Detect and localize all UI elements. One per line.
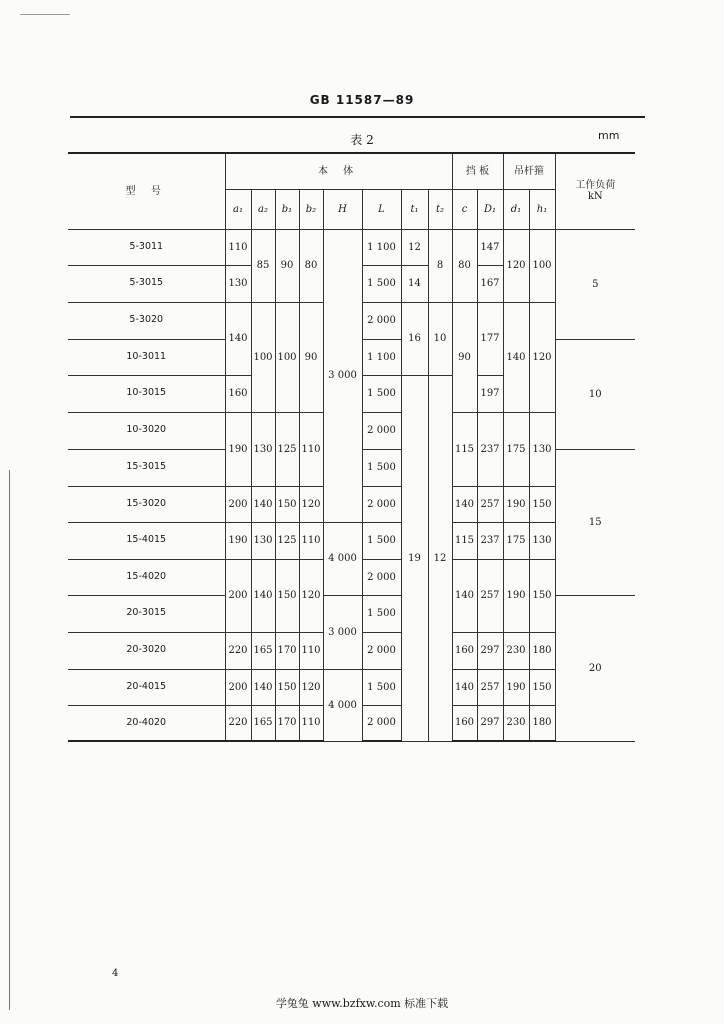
header-h1: h₁ xyxy=(529,189,555,229)
load-cell: 20 xyxy=(555,595,635,741)
model-cell: 5-3020 xyxy=(68,302,225,339)
H-cell: 3 000 xyxy=(323,595,362,669)
D1-cell: 197 xyxy=(477,375,503,412)
model-cell: 20-3015 xyxy=(68,595,225,632)
h1-cell: 150 xyxy=(529,559,555,632)
d1-cell: 190 xyxy=(503,669,529,705)
model-cell: 10-3020 xyxy=(68,412,225,449)
a1-cell: 220 xyxy=(225,632,251,669)
D1-cell: 297 xyxy=(477,705,503,741)
b2-cell: 120 xyxy=(299,486,323,522)
a2-cell: 140 xyxy=(251,669,275,705)
L-cell: 1 500 xyxy=(362,265,401,302)
L-cell: 1 500 xyxy=(362,522,401,559)
a1-cell: 190 xyxy=(225,522,251,559)
c-cell: 115 xyxy=(452,412,477,486)
header-D1: D₁ xyxy=(477,189,503,229)
D1-cell: 297 xyxy=(477,632,503,669)
b2-cell: 110 xyxy=(299,705,323,741)
D1-cell: 257 xyxy=(477,486,503,522)
a2-cell: 85 xyxy=(251,229,275,302)
c-cell: 140 xyxy=(452,669,477,705)
model-cell: 5-3015 xyxy=(68,265,225,302)
h1-cell: 120 xyxy=(529,302,555,412)
a1-cell: 190 xyxy=(225,412,251,486)
D1-cell: 237 xyxy=(477,412,503,486)
L-cell: 2 000 xyxy=(362,705,401,741)
model-cell: 15-3015 xyxy=(68,449,225,486)
a1-cell: 200 xyxy=(225,669,251,705)
d1-cell: 230 xyxy=(503,705,529,741)
b1-cell: 170 xyxy=(275,632,299,669)
load-cell: 10 xyxy=(555,339,635,449)
header-c: c xyxy=(452,189,477,229)
model-cell: 15-3020 xyxy=(68,486,225,522)
header-a2: a₂ xyxy=(251,189,275,229)
scan-mark xyxy=(20,14,70,15)
D1-cell: 257 xyxy=(477,559,503,632)
L-cell: 1 500 xyxy=(362,595,401,632)
b2-cell: 110 xyxy=(299,412,323,486)
b1-cell: 150 xyxy=(275,486,299,522)
header-d1: d₁ xyxy=(503,189,529,229)
D1-cell: 257 xyxy=(477,669,503,705)
table-caption: 表 2 xyxy=(350,133,374,147)
D1-cell: 237 xyxy=(477,522,503,559)
header-b1: b₁ xyxy=(275,189,299,229)
a2-cell: 130 xyxy=(251,412,275,486)
unit-label: mm xyxy=(598,129,620,142)
model-cell: 20-4015 xyxy=(68,669,225,705)
c-cell: 90 xyxy=(452,302,477,412)
a1-cell: 130 xyxy=(225,265,251,302)
L-cell: 1 500 xyxy=(362,449,401,486)
L-cell: 1 500 xyxy=(362,669,401,705)
footer-watermark: 学兔兔 www.bzfxw.com 标准下载 xyxy=(275,997,449,1010)
load-cell: 5 xyxy=(555,229,635,339)
c-cell: 80 xyxy=(452,229,477,302)
L-cell: 2 000 xyxy=(362,632,401,669)
L-cell: 1 100 xyxy=(362,229,401,265)
L-cell: 2 000 xyxy=(362,559,401,595)
d1-cell: 175 xyxy=(503,412,529,486)
model-cell: 15-4020 xyxy=(68,559,225,595)
c-cell: 160 xyxy=(452,632,477,669)
t2-cell: 8 xyxy=(428,229,452,302)
header-a1: a₁ xyxy=(225,189,251,229)
a1-cell: 200 xyxy=(225,486,251,522)
d1-cell: 175 xyxy=(503,522,529,559)
h1-cell: 150 xyxy=(529,669,555,705)
h1-cell: 150 xyxy=(529,486,555,522)
a1-cell: 200 xyxy=(225,559,251,632)
c-cell: 140 xyxy=(452,559,477,632)
H-cell: 4 000 xyxy=(323,522,362,595)
b2-cell: 80 xyxy=(299,229,323,302)
d1-cell: 230 xyxy=(503,632,529,669)
page-number: 4 xyxy=(112,968,119,979)
a2-cell: 130 xyxy=(251,522,275,559)
header-t1: t₁ xyxy=(401,189,428,229)
h1-cell: 180 xyxy=(529,632,555,669)
D1-cell: 147 xyxy=(477,229,503,265)
t2-cell: 12 xyxy=(428,375,452,741)
D1-cell: 167 xyxy=(477,265,503,302)
load-cell: 15 xyxy=(555,449,635,595)
c-cell: 140 xyxy=(452,486,477,522)
D1-cell: 177 xyxy=(477,302,503,375)
h1-cell: 130 xyxy=(529,412,555,486)
header-rule xyxy=(70,116,645,118)
t1-cell: 14 xyxy=(401,265,428,302)
model-cell: 5-3011 xyxy=(68,229,225,265)
b2-cell: 120 xyxy=(299,669,323,705)
b2-cell: 110 xyxy=(299,522,323,559)
b1-cell: 150 xyxy=(275,669,299,705)
b1-cell: 90 xyxy=(275,229,299,302)
spec-table xyxy=(68,152,635,742)
header-rod-hoop: 吊杆箍 xyxy=(503,153,555,189)
header-b2: b₂ xyxy=(299,189,323,229)
header-load xyxy=(555,153,635,229)
header-body: 本 体 xyxy=(225,153,452,189)
header-model: 型 号 xyxy=(68,153,225,229)
a1-cell: 160 xyxy=(225,375,251,412)
a2-cell: 140 xyxy=(251,559,275,632)
h1-cell: 180 xyxy=(529,705,555,741)
t1-cell: 12 xyxy=(401,229,428,265)
a1-cell: 110 xyxy=(225,229,251,265)
H-cell: 4 000 xyxy=(323,669,362,741)
b1-cell: 100 xyxy=(275,302,299,412)
header-load-line1: 工作负荷 xyxy=(575,180,616,192)
t1-cell: 16 xyxy=(401,302,428,375)
b2-cell: 90 xyxy=(299,302,323,412)
t2-cell: 10 xyxy=(428,302,452,375)
model-cell: 10-3015 xyxy=(68,375,225,412)
header-load-line2: kN xyxy=(587,191,603,203)
scan-edge-line xyxy=(9,470,10,1010)
h1-cell: 100 xyxy=(529,229,555,302)
b1-cell: 150 xyxy=(275,559,299,632)
b1-cell: 125 xyxy=(275,522,299,559)
model-cell: 10-3011 xyxy=(68,339,225,375)
d1-cell: 190 xyxy=(503,486,529,522)
a1-cell: 220 xyxy=(225,705,251,741)
c-cell: 160 xyxy=(452,705,477,741)
header-baffle: 挡 板 xyxy=(452,153,503,189)
L-cell: 1 500 xyxy=(362,375,401,412)
d1-cell: 120 xyxy=(503,229,529,302)
h1-cell: 130 xyxy=(529,522,555,559)
L-cell: 2 000 xyxy=(362,486,401,522)
model-cell: 20-4020 xyxy=(68,705,225,741)
L-cell: 1 100 xyxy=(362,339,401,375)
d1-cell: 190 xyxy=(503,559,529,632)
c-cell: 115 xyxy=(452,522,477,559)
header-L: L xyxy=(362,189,401,229)
d1-cell: 140 xyxy=(503,302,529,412)
header-t2: t₂ xyxy=(428,189,452,229)
model-cell: 20-3020 xyxy=(68,632,225,669)
L-cell: 2 000 xyxy=(362,302,401,339)
t1-cell: 19 xyxy=(401,375,428,741)
b1-cell: 125 xyxy=(275,412,299,486)
a1-cell: 140 xyxy=(225,302,251,375)
b2-cell: 120 xyxy=(299,559,323,632)
a2-cell: 100 xyxy=(251,302,275,412)
model-cell: 15-4015 xyxy=(68,522,225,559)
header-H: H xyxy=(323,189,362,229)
L-cell: 2 000 xyxy=(362,412,401,449)
a2-cell: 165 xyxy=(251,632,275,669)
H-cell: 3 000 xyxy=(323,229,362,522)
document-title: GB 11587—89 xyxy=(309,93,415,107)
b2-cell: 110 xyxy=(299,632,323,669)
b1-cell: 170 xyxy=(275,705,299,741)
a2-cell: 165 xyxy=(251,705,275,741)
a2-cell: 140 xyxy=(251,486,275,522)
